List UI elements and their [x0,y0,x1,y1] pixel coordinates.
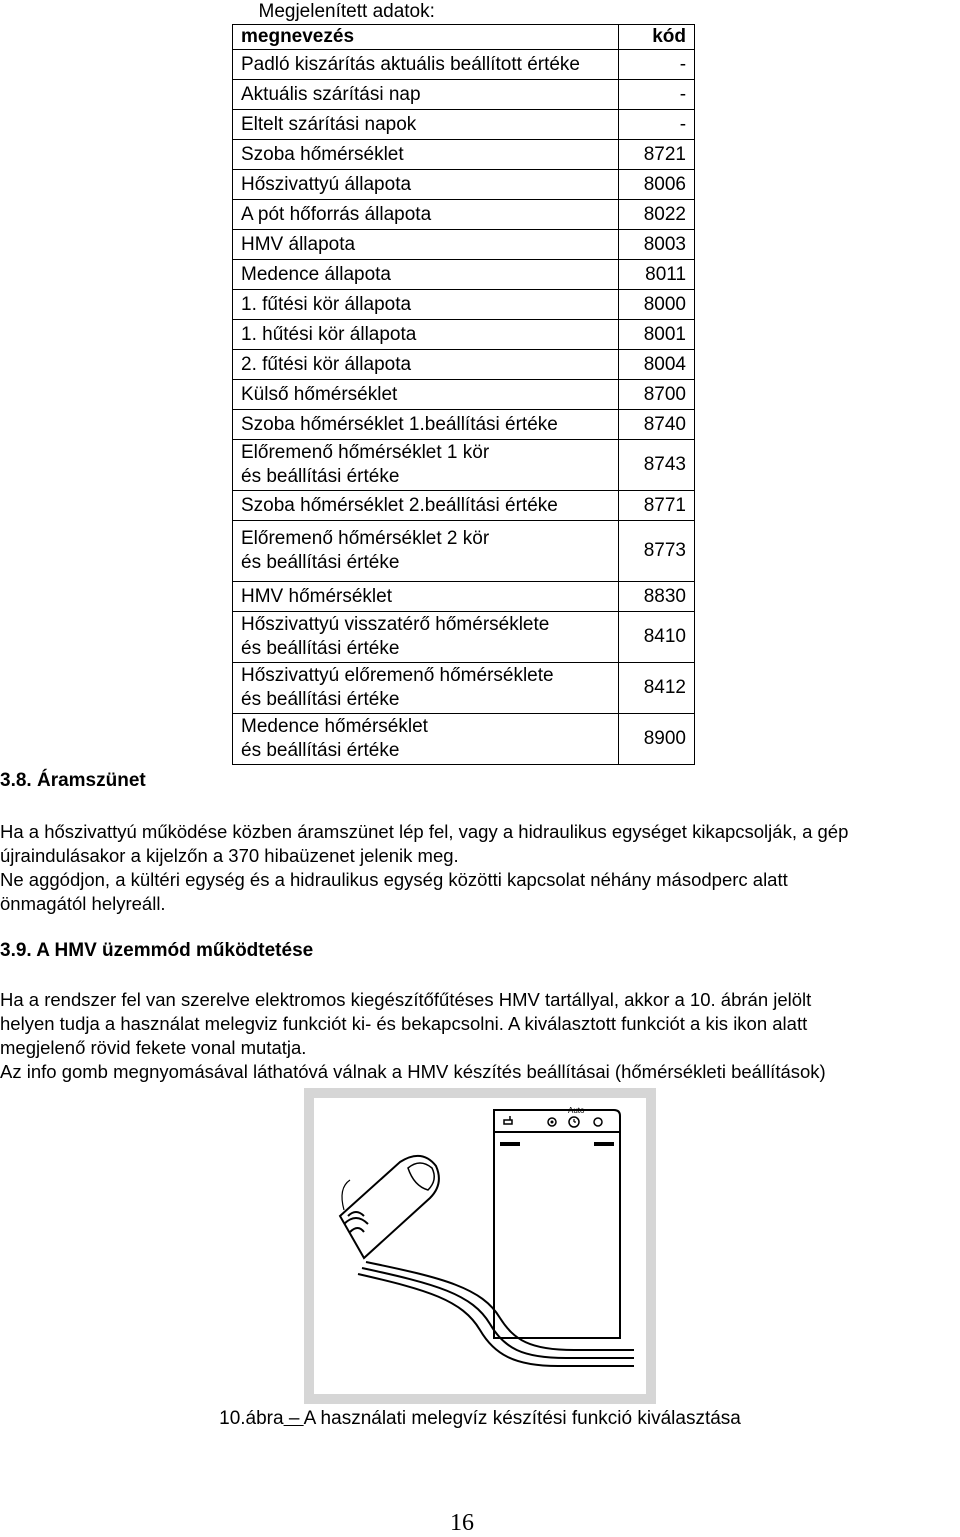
row-name-line: 1. fűtési kör állapota [241,293,412,315]
text-line: Ha a hőszivattyú működése közben áramszünet lép fel, vagy a hidraulikus egységet kikapcsolják, a gép [0,821,849,842]
caption-number: 10.ábra [219,1408,284,1429]
row-name-line-2: és beállítási értéke [241,638,400,659]
selected-function-bar [500,1142,520,1146]
row-code: 8900 [619,714,695,765]
selected-function-bar-right [594,1142,614,1146]
displayed-data-table [232,0,695,765]
row-code: 8004 [619,350,695,380]
table-row [233,320,695,350]
row-code: 8700 [619,380,695,410]
table-row [233,230,695,260]
controller-illustration [304,1088,656,1404]
row-code: 8771 [619,491,695,521]
row-name-line: 1. hűtési kör állapota [241,323,417,345]
caption-dash: – [283,1408,304,1429]
table-row [233,290,695,320]
row-name-line: HMV hőmérséklet [241,585,392,607]
row-name [233,260,619,290]
row-code: 8003 [619,230,695,260]
row-name-line: Eltelt szárítási napok [241,113,417,135]
row-name-line: Külső hőmérséklet [241,383,398,405]
row-name [233,491,619,521]
text-line: helyen tudja a használat melegviz funkciót ki- és bekapcsolni. A kiválasztott funkciót a kis ikon alatt [0,1013,808,1034]
text-line: Ha a rendszer fel van szerelve elektromos kiegészítőfűtéses HMV tartállyal, akkor a 10. ábrán jelölt [0,989,812,1010]
row-name [233,521,619,582]
row-code: 8001 [619,320,695,350]
row-name-line: Előremenő hőmérséklet 2 kör [241,528,490,549]
text-line: Az info gomb megnyomásával láthatóvá válnak a HMV készítés beállításai (hőmérsékleti beállítások) [0,1061,826,1082]
text-line: Ne aggódjon, a kültéri egység és a hidraulikus egység közötti kapcsolat néhány másodperc alatt [0,869,788,890]
row-name-line: Medence hőmérséklet [241,716,428,737]
row-name-line: Szoba hőmérséklet 2.beállítási értéke [241,494,558,516]
row-code: - [619,80,695,110]
paragraph-power-outage-1 [0,820,960,868]
row-code: 8011 [619,260,695,290]
row-code: 8773 [619,521,695,582]
row-name [233,320,619,350]
paragraph-dhw-mode-2 [0,1060,960,1084]
row-name-line: Szoba hőmérséklet 1.beállítási értéke [241,413,558,435]
table-row [233,714,695,765]
row-name [233,714,619,765]
table-row [233,440,695,491]
row-name [233,290,619,320]
section-heading-power-outage: 3.8. Áramszünet [0,770,146,791]
row-name-line: 2. fűtési kör állapota [241,353,412,375]
row-name [233,612,619,663]
row-name [233,140,619,170]
row-name-line: Medence állapota [241,263,391,285]
text-line: önmagától helyreáll. [0,893,166,914]
row-code: 8740 [619,410,695,440]
row-code: 8743 [619,440,695,491]
table-row [233,80,695,110]
table-row [233,582,695,612]
row-name-line: HMV állapota [241,233,356,255]
row-code: 8006 [619,170,695,200]
row-name-line: Aktuális szárítási nap [241,83,421,105]
table-row [233,521,695,582]
figure-caption [0,1408,960,1430]
table-row [233,260,695,290]
row-name [233,350,619,380]
auto-label: Auto [568,1106,585,1115]
row-code: - [619,110,695,140]
row-name [233,410,619,440]
table-caption: Megjelenített adatok: [258,1,435,22]
row-name [233,80,619,110]
row-name [233,200,619,230]
header-name: megnevezés [233,25,619,50]
row-code: 8410 [619,612,695,663]
row-code: 8000 [619,290,695,320]
table-row [233,380,695,410]
row-name [233,380,619,410]
row-name [233,170,619,200]
text-line: újraindulásakor a kijelzőn a 370 hibaüzenet jelenik meg. [0,845,459,866]
row-name [233,230,619,260]
row-name-line-2: és beállítási értéke [241,466,400,487]
table-row [233,410,695,440]
row-code: 8412 [619,663,695,714]
row-name-line: Hőszivattyú állapota [241,173,412,195]
figure-controller-display [304,1088,656,1404]
row-name-line: Hőszivattyú előremenő hőmérséklete [241,665,554,686]
table-row [233,140,695,170]
row-name-line: Hőszivattyú visszatérő hőmérséklete [241,614,550,635]
row-name [233,582,619,612]
row-code: 8022 [619,200,695,230]
paragraph-power-outage-2 [0,868,960,916]
table-row [233,170,695,200]
row-name-line: Szoba hőmérséklet [241,143,404,165]
row-name [233,50,619,80]
table-row [233,350,695,380]
row-name [233,440,619,491]
row-name [233,110,619,140]
header-code: kód [619,25,695,50]
page-number: 16 [450,1510,474,1536]
table-row [233,50,695,80]
table-row [233,663,695,714]
row-name-line-2: és beállítási értéke [241,689,400,710]
section-heading-dhw-mode: 3.9. A HMV üzemmód működtetése [0,940,314,961]
row-code: 8721 [619,140,695,170]
row-name-line-2: és beállítási értéke [241,740,400,761]
row-name-line: Előremenő hőmérséklet 1 kör [241,442,490,463]
text-line: megjelenő rövid fekete vonal mutatja. [0,1037,307,1058]
row-name-line-2: és beállítási értéke [241,552,400,573]
row-name [233,663,619,714]
paragraph-dhw-mode-1 [0,988,960,1060]
table-row [233,491,695,521]
row-name-line: Padló kiszárítás aktuális beállított értéke [241,53,581,75]
row-code: 8830 [619,582,695,612]
table-row [233,200,695,230]
caption-text: A használati melegvíz készítési funkció kiválasztása [303,1408,741,1429]
table-row [233,110,695,140]
table-row [233,612,695,663]
row-name-line: A pót hőforrás állapota [241,203,432,225]
row-code: - [619,50,695,80]
